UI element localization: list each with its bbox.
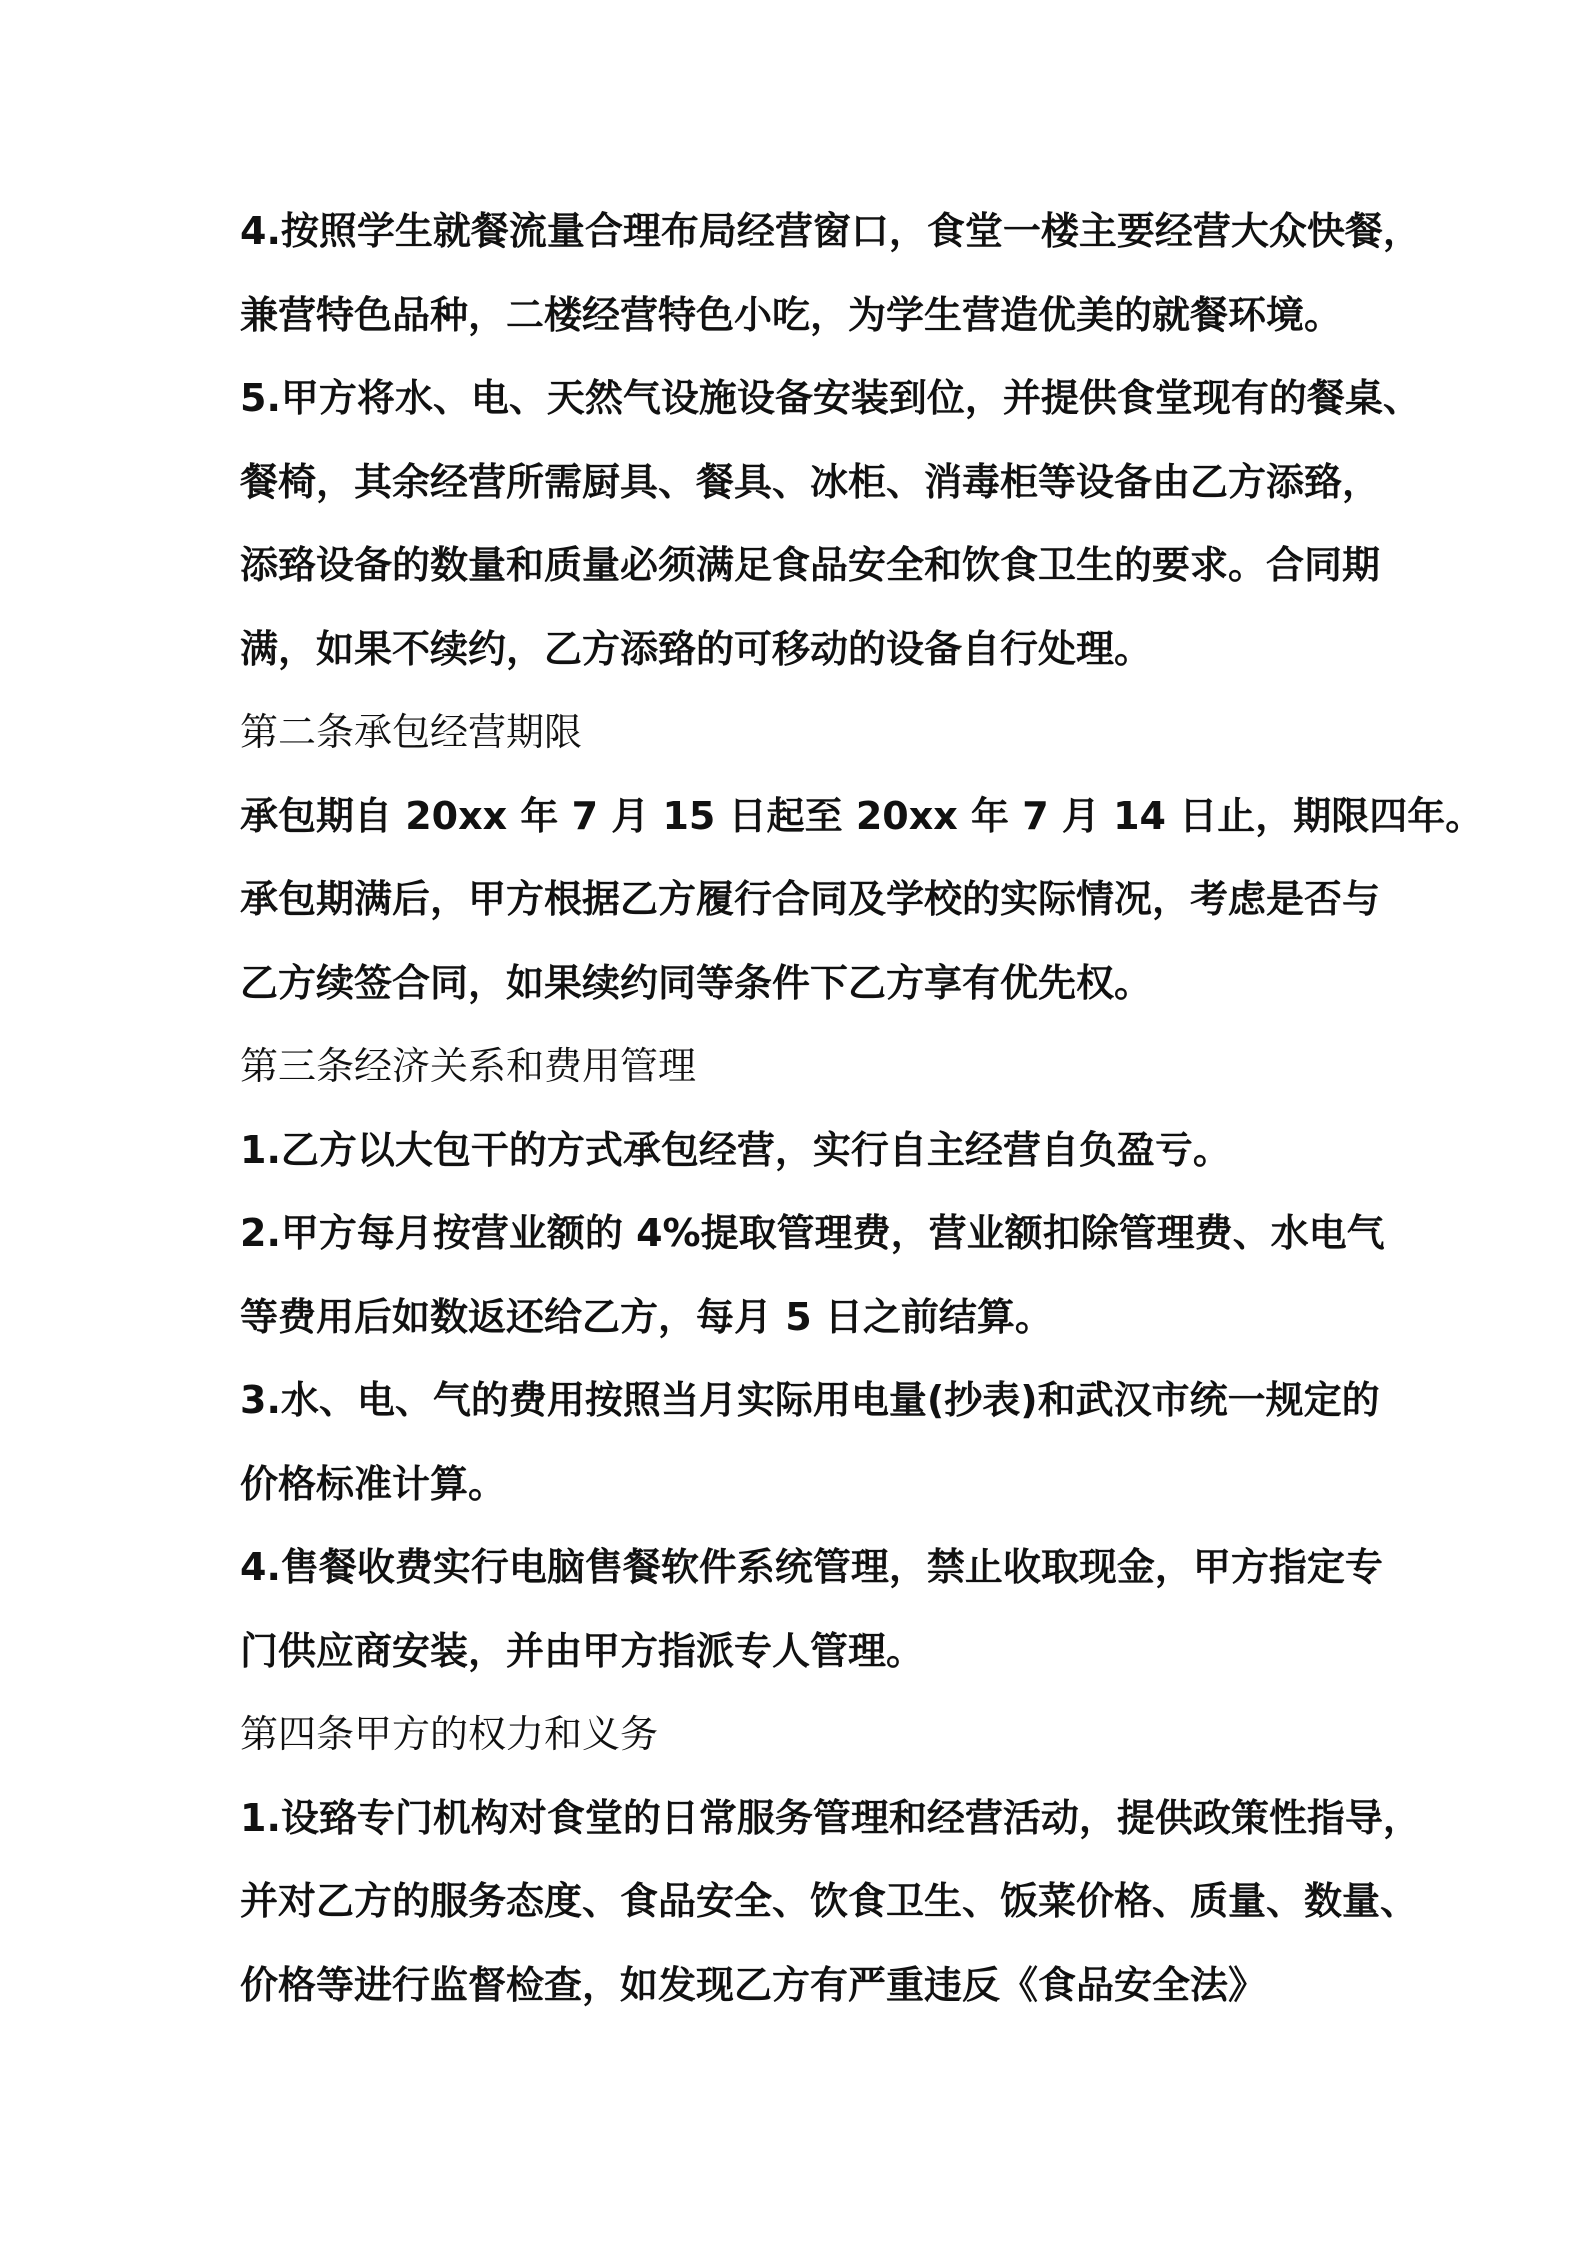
text-line: 等费用后如数返还给乙方，每月 5 日之前结算。	[240, 1294, 1053, 1339]
document-body	[240, 190, 1484, 2027]
text-line: 3.水、电、气的费用按照当月实际用电量(抄表)和武汉市统一规定的	[240, 1378, 1380, 1422]
text-line: 门供应商安装，并由甲方指派专人管理。	[240, 1628, 925, 1673]
text-line: 餐椅，其余经营所需厨具、餐具、冰柜、消毒柜等设备由乙方添臵，	[240, 459, 1381, 504]
text-line: 满，如果不续约，乙方添臵的可移动的设备自行处理。	[240, 626, 1153, 671]
text-line: 1.乙方以大包干的方式承包经营，实行自主经营自负盈亏。	[240, 1127, 1231, 1172]
text-line: 2.甲方每月按营业额的 4%提取管理费，营业额扣除管理费、水电气	[240, 1211, 1385, 1255]
text-line: 4.按照学生就餐流量合理布局经营窗口，食堂一楼主要经营大众快餐，	[240, 209, 1421, 253]
text-line: 兼营特色品种，二楼经营特色小吃，为学生营造优美的就餐环境。	[240, 292, 1343, 337]
text-line: 并对乙方的服务态度、食品安全、饮食卫生、饭菜价格、质量、数量、	[240, 1879, 1419, 1923]
section-heading: 第四条甲方的权力和义务	[240, 1712, 659, 1756]
text-line: 4.售餐收费实行电脑售餐软件系统管理，禁止收取现金，甲方指定专	[240, 1545, 1383, 1589]
text-line: 5.甲方将水、电、天然气设施设备安装到位，并提供食堂现有的餐桌、	[240, 376, 1421, 420]
text-line: 1.设臵专门机构对食堂的日常服务管理和经营活动，提供政策性指导，	[240, 1795, 1421, 1840]
section-heading: 第二条承包经营期限	[240, 710, 583, 754]
text-line: 乙方续签合同，如果续约同等条件下乙方享有优先权。	[240, 960, 1153, 1005]
text-line: 承包期自 20xx 年 7 月 15 日起至 20xx 年 7 月 14 日止，期限四年。	[240, 793, 1484, 838]
section-heading: 第三条经济关系和费用管理	[240, 1044, 697, 1088]
text-line: 添臵设备的数量和质量必须满足食品安全和饮食卫生的要求。合同期	[240, 543, 1381, 587]
text-line: 承包期满后，甲方根据乙方履行合同及学校的实际情况，考虑是否与	[240, 877, 1381, 921]
text-line: 价格标准计算。	[240, 1461, 507, 1506]
text-line: 价格等进行监督检查，如发现乙方有严重违反《食品安全法》	[240, 1962, 1267, 2007]
